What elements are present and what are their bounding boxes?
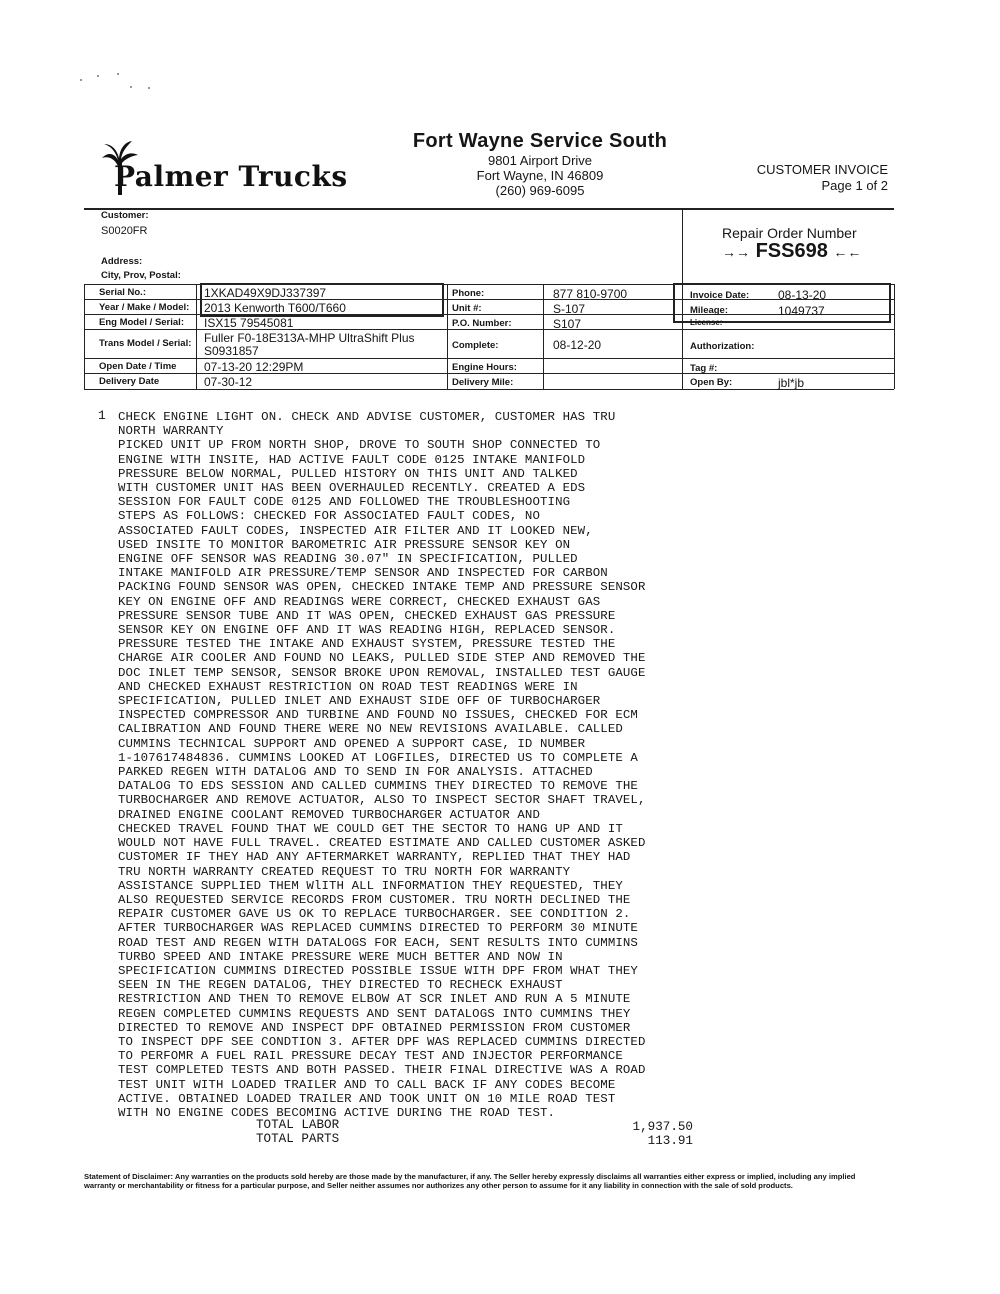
shop-name: Fort Wayne Service South [412,130,668,152]
scan-marks [78,70,158,94]
total-labor-value: 1,937.50 [632,1120,693,1134]
vehicle-label: Delivery Date [99,376,160,387]
invoice-title-block [720,162,888,194]
repair-order-number: FSS698 [755,240,828,262]
arrow-right-icon: →→ [722,244,750,260]
table-col-rule [894,284,895,389]
page-number: Page 1 of 2 [821,178,888,193]
vehicle-label: Year / Make / Model: [99,302,190,313]
customer-value: S0020FR [101,225,148,237]
header-rule [84,208,894,210]
unit-value: S-107 [553,302,586,316]
unit-value: 877 810-9700 [553,287,628,301]
shop-phone: (260) 969-6095 [495,183,585,198]
job-line-number: 1 [98,408,106,423]
invoice-info-label: Tag #: [690,363,718,374]
unit-value: 08-12-20 [553,338,602,352]
ro-divider [682,210,683,290]
table-col-rule [196,284,197,389]
vehicle-value: Fuller F0-18E313A-MHP UltraShift Plus [204,331,415,345]
table-bottom-rule [84,389,894,390]
vehicle-value: 07-30-12 [204,375,253,389]
table-col-rule [447,284,448,389]
invoice-info-value: 1049737 [778,304,825,318]
vehicle-value: ISX15 79545081 [204,316,294,330]
total-labor-label: TOTAL LABOR [256,1118,340,1132]
vehicle-label: Trans Model / Serial: [99,338,192,349]
address-label: Address: [101,256,143,267]
scan-speck-icon [78,70,158,92]
city-label: City, Prov, Postal: [101,270,181,281]
invoice-info-label: Open By: [690,377,733,388]
vehicle-value: 07-13-20 12:29PM [204,360,304,374]
unit-label: Phone: [452,288,485,299]
table-col-rule [84,284,85,389]
shop-address-1: 9801 Airport Drive [487,153,593,168]
invoice-info-label: Authorization: [690,341,755,352]
total-parts-value: 113.91 [647,1134,693,1148]
unit-label: Engine Hours: [452,362,517,373]
shop-address-2: Fort Wayne, IN 46809 [476,168,604,183]
unit-label: P.O. Number: [452,318,512,329]
invoice-info-value: jbl*jb [778,376,805,390]
repair-order-number-line [722,240,861,263]
customer-label: Customer: [101,210,149,221]
invoice-title: CUSTOMER INVOICE [756,162,888,177]
invoice-info-value: 08-13-20 [778,288,827,302]
total-parts-label: TOTAL PARTS [256,1132,340,1146]
vehicle-value: 2013 Kenworth T600/T660 [204,301,346,315]
table-rule [84,358,894,359]
palmer-trucks-logo [100,138,370,198]
arrow-left-icon: ←← [833,244,862,260]
invoice-info-label: Invoice Date: [690,290,750,301]
unit-label: Unit #: [452,303,482,314]
invoice-info-label: Mileage: [690,305,729,316]
repair-order-label: Repair Order Number [722,225,857,241]
unit-label: Complete: [452,340,499,351]
vehicle-value: 1XKAD49X9DJ337397 [204,286,327,300]
logo-text: Palmer Trucks [114,160,348,193]
shop-info [380,130,700,198]
vehicle-value-secondary: S0931857 [204,344,259,358]
unit-value: S107 [553,317,582,331]
unit-label: Delivery Mile: [452,377,514,388]
vehicle-label: Serial No.: [99,287,146,298]
job-description: CHECK ENGINE LIGHT ON. CHECK AND ADVISE CUSTOMER, CUSTOMER HAS TRU NORTH WARRANTY PICKED UNIT UP FROM NORTH SHOP, DROVE TO SOUTH SHOP CONNECTED TO ENGINE WITH INSITE, HAD ACTIVE FAULT CODE 0125 INTAKE MANIFOLD PRESSURE BELOW NORMAL, PULLED HISTORY ON THIS UNIT AND TALKED WITH CUSTOMER UNIT HAS BEEN OVERHAULED RECENTLY. CREATED A EDS SESSION FOR FAULT CODE 0125 AND FOLLOWED THE TROUBLESHOOTING STEPS AS FOLLOWS: CHECKED FOR ASSOCIATED FAULT CODES, NO ASSOCIATED FAULT CODES, INSPECTED AIR FILTER AND IT LOOKED NEW, USED INSITE TO MONITOR BAROMETRIC AIR PRESSURE SENSOR KEY ON ENGINE OFF SENSOR WAS READING 30.07" IN SPECIFICATION, PULLED INTAKE MANIFOLD AIR PRESSURE/TEMP SENSOR AND INSPECTED FOR CARBON PACKING FOUND SENSOR WAS OPEN, CHECKED INTAKE TEMP AND PRESSURE SENSOR KEY ON ENGINE OFF AND READINGS WERE CORRECT, CHECKED EXHAUST GAS PRESSURE SENSOR TUBE AND IT WAS OPEN, CHECKED EXHAUST GAS PRESSURE SENSOR KEY ON ENGINE OFF AND IT WAS READING HIGH, REPLACED SENSOR. PRESSURE TESTED THE INTAKE AND EXHAUST SYSTEM, PRESSURE TESTED THE CHARGE AIR COOLER AND FOUND NO LEAKS, PULLED SIDE STEP AND REMOVED THE DOC INLET TEMP SENSOR, SENSOR BROKE UPON REMOVAL, INSTALLED TEST GAUGE AND CHECKED EXHAUST RESTRICTION ON ROAD TEST READINGS WERE IN SPECIFICATION, PULLED INLET AND EXHAUST SIDE OFF OF TURBOCHARGER INSPECTED COMPRESSOR AND TURBINE AND FOUND NO ISSUES, CHECKED FOR ECM CALIBRATION AND FOUND THERE WERE NO NEW REVISIONS AVAILABLE. CALLED CUMMINS TECHNICAL SUPPORT AND OPENED A SUPPORT CASE, ID NUMBER 1-107617484836. CUMMINS LOOKED AT LOGFILES, DIRECTED US TO COMPLETE A PARKED REGEN WITH DATALOG AND TO SEND IN FOR ANALYSIS. ATTACHED DATALOG TO EDS SESSION AND CALLED CUMMINS THEY DIRECTED TO REMOVE THE TURBOCHARGER AND REMOVE ACTUATOR, ALSO TO INSPECT SECTOR SHAFT TRAVEL, DRAINED ENGINE COOLANT REMOVED TURBOCHARGER ACTUATOR AND CHECKED TRAVEL FOUND THAT WE COULD GET THE SECTOR TO HANG UP AND IT WOULD NOT HAVE FULL TRAVEL. CREATED ESTIMATE AND CALLED CUSTOMER ASKED CUSTOMER IF THEY HAD ANY AFTERMARKET WARRANTY, REPLIED THAT THEY HAD TRU NORTH WARRANTY CREATED REQUEST TO TRU NORTH FOR WARRANTY ASSISTANCE SUPPLIED THEM WlITH ALL INFORMATION THEY REQUESTED, THEY ALSO REQUESTED SERVICE RECORDS FROM CUSTOMER. TRU NORTH DECLINED THE REPAIR CUSTOMER GAVE US OK TO REPLACE TURBOCHARGER. SEE CONDITION 2. AFTER TURBOCHARGER WAS REPLACED CUMMINS DIRECTED TO PERFORM 30 MINUTE ROAD TEST AND REGEN WITH DATALOGS FOR EACH, SENT RESULTS INTO CUMMINS TURBO SPEED AND INTAKE PRESSURE WERE MUCH BETTER AND NOW IN SPECIFICATION CUMMINS DIRECTED POSSIBLE ISSUE WITH DPF FROM WHAT THEY SEEN IN THE REGEN DATALOG, THEY DIRECTED TO RECHECK EXHAUST RESTRICTION AND THEN TO REMOVE ELBOW AT SCR INLET AND RUN A 5 MINUTE REGEN COMPLETED CUMMINS REQUESTS AND SENT DATALOGS INTO CUMMINS THEY DIRECTED TO REMOVE AND INSPECT DPF OBTAINED PERMISSION FROM CUSTOMER TO INSPECT DPF SEE CONDTION 3. AFTER DPF WAS REPLACED CUMMINS DIRECTED TO PERFOMR A FUEL RAIL PRESSURE DECAY TEST AND INJECTOR PERFORMANCE TEST COMPLETED TESTS AND BOTH PASSED. THEIR FINAL DIRECTIVE WAS A ROAD TEST UNIT WITH LOADED TRAILER AND TO CALL BACK IF ANY CODES BECOME ACTIVE. OBTAINED LOADED TRAILER AND TOOK UNIT ON 10 MILE ROAD TEST WITH NO ENGINE CODES BECOMING ACTIVE DURING THE ROAD TEST. [118,410,646,1120]
invoice-info-label: License: [690,318,723,327]
vehicle-label: Open Date / Time [99,361,177,372]
table-col-rule [543,284,544,389]
vehicle-label: Eng Model / Serial: [99,317,184,328]
disclaimer: Statement of Disclaimer: Any warranties on the products sold hereby are those made by the manufacturer, if any. The Seller hereby expressly disclaims all warranties either express or implied, including any implied warranty or merchantability or fitness for a particular purpose, and Seller neither assumes nor authorizes any other person to assume for it any liability in connection with the sale of sold products. [84,1172,856,1190]
